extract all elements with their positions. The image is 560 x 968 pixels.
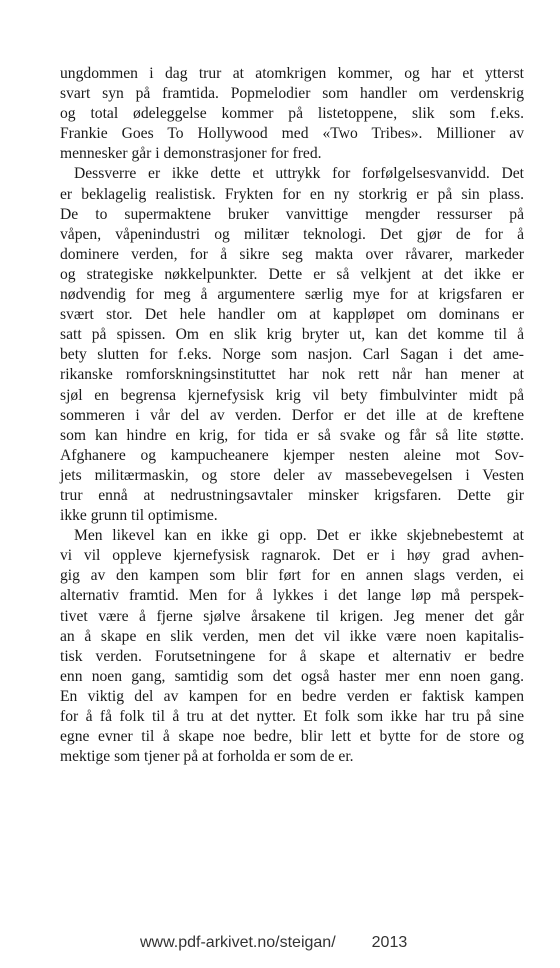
paragraph-2 bbox=[60, 164, 524, 526]
page-footer bbox=[140, 934, 407, 952]
text-line: vi vil oppleve kjernefysisk ragnarok. Det er i høy grad avhen- bbox=[60, 547, 524, 565]
text-line: ungdommen i dag trur at atomkrigen kommer, og har et ytterst bbox=[60, 65, 524, 82]
text-line: svart syn på framtida. Popmelodier som handler om verdenskrig bbox=[60, 85, 524, 103]
text-line: bety slutten for f.eks. Norge som nasjon. Carl Sagan i det ame- bbox=[60, 346, 524, 364]
text-line: nødvendig for meg å argumentere særlig mye for at krigsfaren er bbox=[60, 286, 524, 304]
text-line: an å skape en slik verden, men det vil ikke være noen kapitalis- bbox=[60, 627, 524, 645]
text-line: De to supermaktene bruker vanvittige mengder ressurser på bbox=[60, 205, 524, 223]
text-line: En viktig del av kampen for en bedre verden er faktisk kampen bbox=[60, 687, 524, 705]
text-line: ikke grunn til optimisme. bbox=[60, 507, 218, 525]
text-line: tivet være å fjerne sjølve årsakene til krigen. Jeg mener det går bbox=[60, 607, 524, 625]
text-line: enn noen gang, samtidig som det også haster mer enn noen gang. bbox=[60, 667, 524, 685]
footer-url[interactable]: www.pdf-arkivet.no/steigan/ bbox=[140, 934, 336, 951]
text-line: rikanske romforskningsinstituttet har nok rett når han mener at bbox=[60, 366, 524, 384]
text-line: egne evner til å skape noe bedre, blir lett et bytte for de store og bbox=[60, 728, 524, 746]
text-line: Dessverre er ikke dette et uttrykk for forfølgelsesvanvidd. Det bbox=[74, 165, 524, 183]
text-line: som kan hindre en krig, for tida er så svake og får så lite støtte. bbox=[60, 426, 524, 444]
paragraph-3 bbox=[60, 526, 524, 767]
text-line: og strategiske nøkkelpunkter. Dette er så velkjent at det ikke er bbox=[60, 265, 524, 283]
text-line: mennesker går i demonstrasjoner for fred. bbox=[60, 145, 322, 163]
text-line: sjøl en begrensa kjernefysisk krig vil bety fimbulvinter midt på bbox=[60, 386, 524, 404]
text-line: trur ennå at nedrustningsavtaler minsker krigsfaren. Dette gir bbox=[60, 486, 524, 504]
text-line: Frankie Goes To Hollywood med «Two Tribes». Millioner av bbox=[60, 125, 524, 143]
text-line: mektige som tjener på at forholda er som de er. bbox=[60, 748, 354, 766]
text-line: tisk verden. Forutsetningene for å skape et alternativ er bedre bbox=[60, 647, 524, 665]
paragraph-1 bbox=[60, 64, 524, 164]
text-line: og total ødeleggelse kommer på listetoppene, slik som f.eks. bbox=[60, 105, 524, 123]
text-line: gig av den kampen som blir ført for en annen slags verden, ei bbox=[60, 567, 524, 585]
text-line: for å få folk til å tru at det nytter. Et folk som ikke har tru på sine bbox=[60, 708, 524, 725]
text-line: svært stor. Det hele handler om at kappløpet om dominans er bbox=[60, 306, 524, 324]
text-line: våpen, våpenindustri og militær teknologi. Det gjør de for å bbox=[60, 225, 524, 243]
text-line: sommeren i vår del av verden. Derfor er det ille at de kreftene bbox=[60, 406, 524, 424]
body-text bbox=[60, 64, 524, 767]
text-line: dominere verden, for å sikre seg makta over råvarer, markeder bbox=[60, 245, 524, 263]
text-line: Afghanere og kampucheanere kjemper nesten aleine mot Sov- bbox=[60, 446, 524, 464]
text-line: satt på spissen. Om en slik krig bryter ut, kan det komme til å bbox=[60, 326, 524, 344]
footer-year: 2013 bbox=[371, 934, 408, 951]
text-line: Men likevel kan en ikke gi opp. Det er ikke skjebnebestemt at bbox=[74, 527, 524, 545]
text-line: jets militærmaskin, og store deler av massebevegelsen i Vesten bbox=[60, 466, 524, 484]
text-line: er beklagelig realistisk. Frykten for en ny storkrig er på sin plass. bbox=[60, 185, 524, 203]
text-line: alternativ framtid. Men for å lykkes i det lange løp må perspek- bbox=[60, 587, 524, 605]
